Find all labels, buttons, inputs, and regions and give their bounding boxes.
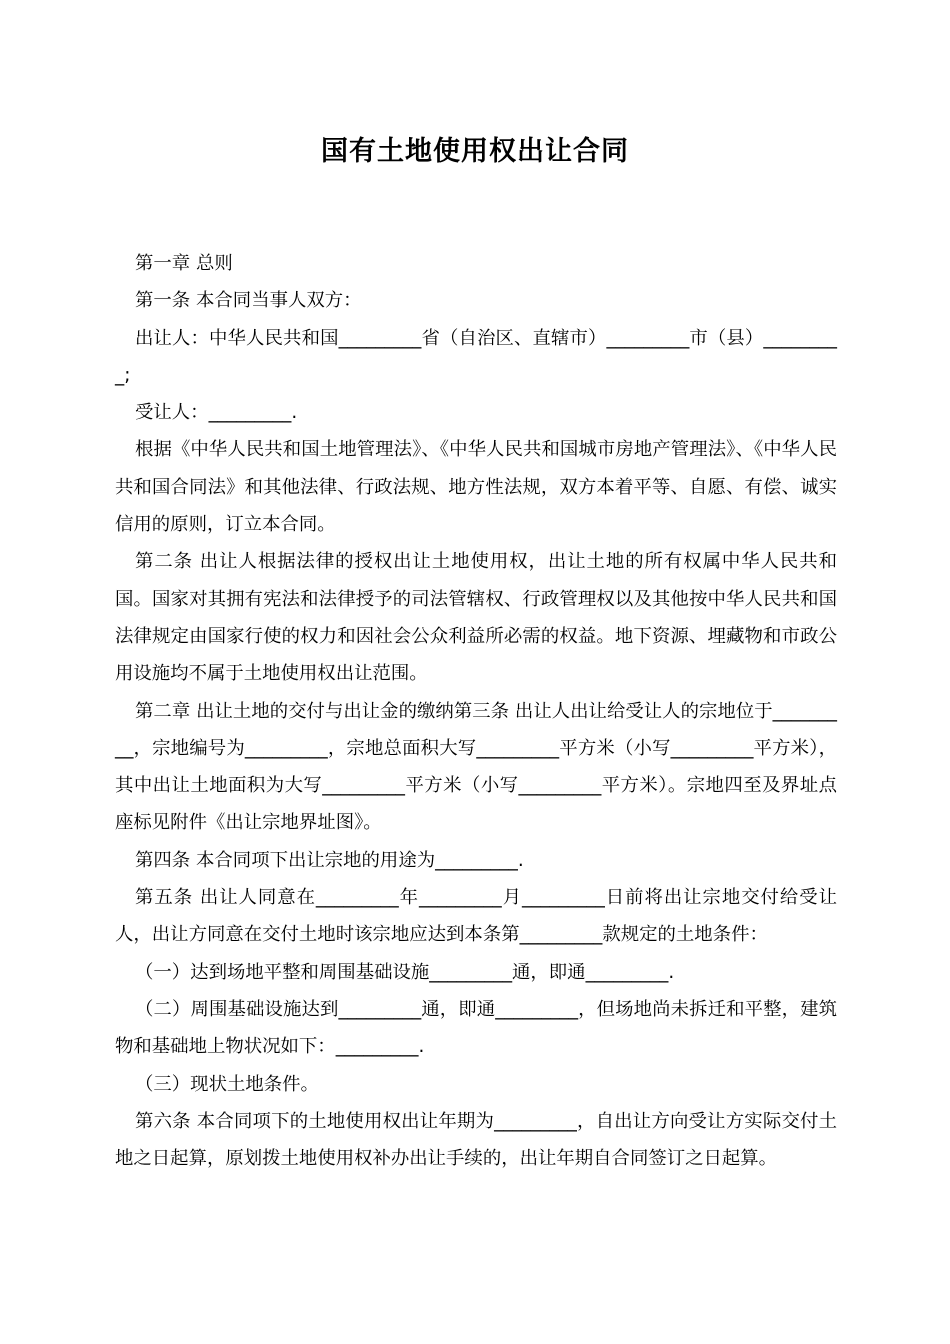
article-paragraph: 第四条 本合同项下出让宗地的用途为_________. [135, 849, 524, 871]
clause-item: （一）达到场地平整和周围基础设施_________通，即通_________. [135, 961, 675, 983]
article-paragraph: 第二章 出让土地的交付与出让金的缴纳第三条 出让人出让给受让人的宗地位于_________，宗地编号为_________，宗地总面积大写_________平方米（小写_________平方米），其中出让土地面积为大写_________平方米（小写_________平方米）。宗地四至及界址点座标见附件《出让宗地界址图》。 [115, 700, 837, 834]
article-paragraph: 根据《中华人民共和国土地管理法》、《中华人民共和国城市房地产管理法》、《中华人民共和国合同法》和其他法律、行政法规、地方性法规，双方本着平等、自愿、有偿、诚实信用的原则，订立本合同。 [115, 439, 837, 536]
article-paragraph: 出让人：中华人民共和国_________省（自治区、直辖市）_________市（县）_________; [115, 327, 837, 386]
article-paragraph: 第二条 出让人根据法律的授权出让土地使用权，出让土地的所有权属中华人民共和国。国家对其拥有宪法和法律授予的司法管辖权、行政管理权以及其他按中华人民共和国法律规定由国家行使的权力和因社会公众利益所必需的权益。地下资源、埋藏物和市政公用设施均不属于土地使用权出让范围。 [115, 551, 837, 685]
document-title: 国有土地使用权出让合同 [321, 136, 629, 167]
document-body [115, 245, 837, 1177]
article-paragraph: 第五条 出让人同意在_________年_________月_________日前将出让宗地交付给受让人，出让方同意在交付土地时该宗地应达到本条第_________款规定的土地条件： [115, 887, 837, 946]
article-paragraph: 第一条 本合同当事人双方： [135, 290, 362, 312]
article-paragraph: 受让人：_________. [135, 402, 298, 424]
clause-item: （二）周围基础设施达到_________通，即通_________，但场地尚未拆迁和平整，建筑物和基础地上物状况如下：_________. [115, 998, 837, 1058]
article-paragraph: 第六条 本合同项下的土地使用权出让年期为_________，自出让方向受让方实际交付土地之日起算，原划拨土地使用权补办出让手续的，出让年期自合同签订之日起算。 [115, 1110, 837, 1170]
chapter-heading: 第一章 总则 [135, 253, 233, 274]
clause-item: （三）现状土地条件。 [135, 1073, 319, 1095]
